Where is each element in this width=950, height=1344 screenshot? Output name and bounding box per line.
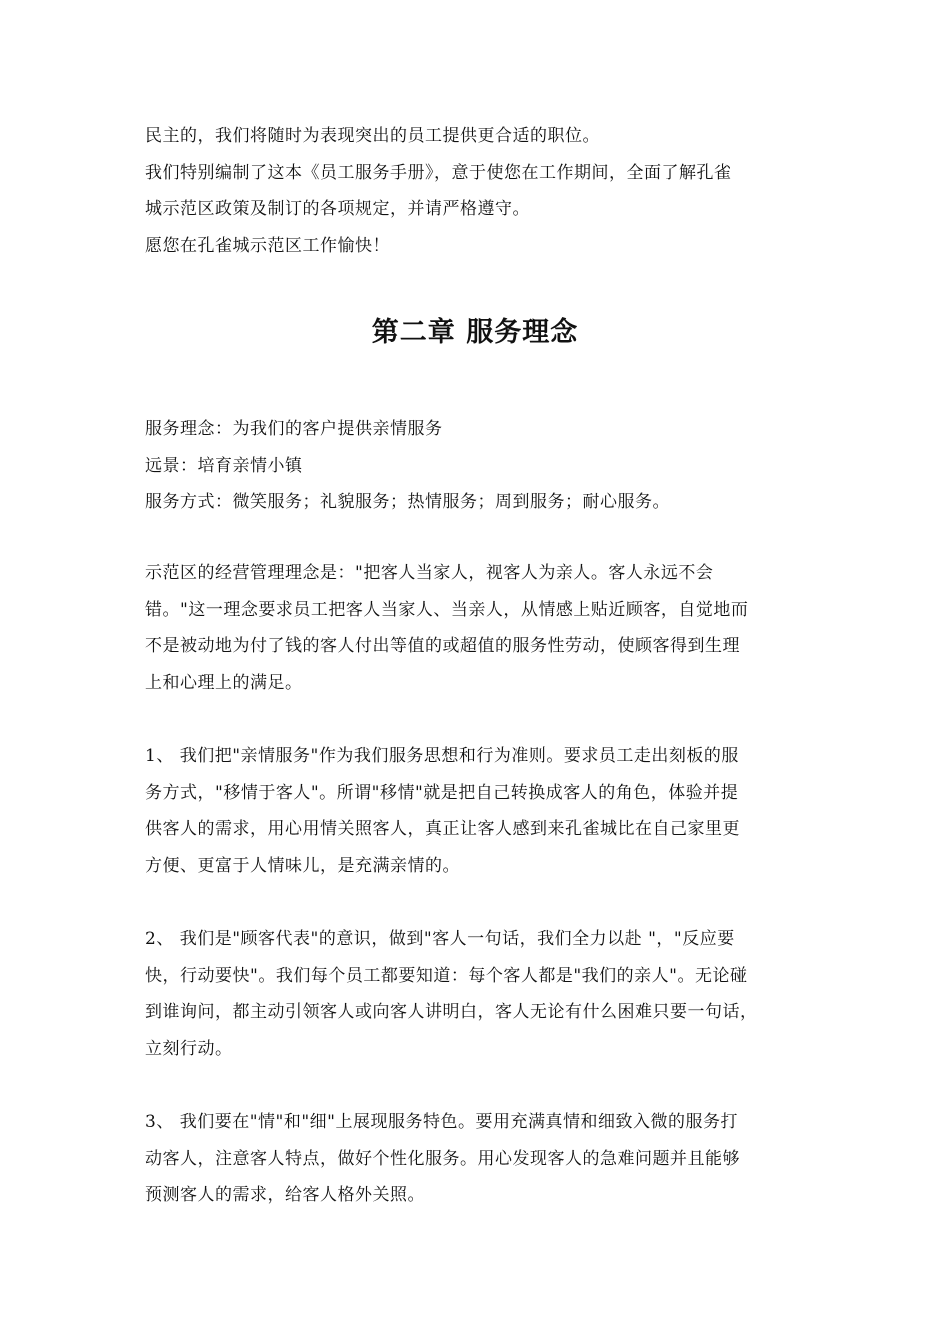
item-line: 方便、更富于人情味儿，是充满亲情的。 bbox=[145, 855, 460, 876]
intro-line: 愿您在孔雀城示范区工作愉快！ bbox=[145, 235, 390, 256]
intro-line: 我们特别编制了这本《员工服务手册》，意于使您在工作期间，全面了解孔雀 bbox=[145, 162, 732, 183]
item-2-paragraph bbox=[145, 921, 825, 1067]
intro-line: 城示范区政策及制订的各项规定，并请严格遵守。 bbox=[145, 199, 530, 219]
philosophy-line: 错。"这一理念要求员工把客人当家人、当亲人，从情感上贴近顾客，自觉地而 bbox=[145, 599, 749, 620]
item-line: 预测客人的需求，给客人格外关照。 bbox=[145, 1185, 425, 1205]
intro-paragraph bbox=[145, 118, 825, 264]
item-line: 动客人，注意客人特点，做好个性化服务。用心发现客人的急难问题并且能够 bbox=[145, 1148, 740, 1169]
philosophy-line: 示范区的经营管理理念是："把客人当家人，视客人为亲人。客人永远不会 bbox=[145, 563, 714, 583]
item-line: 供客人的需求，用心用情关照客人，真正让客人感到来孔雀城比在自己家里更 bbox=[145, 819, 740, 839]
principles-block bbox=[145, 411, 825, 521]
item-line: 务方式，"移情于客人"。所谓"移情"就是把自己转换成客人的角色，体验并提 bbox=[145, 782, 739, 803]
item-line: 快，行动要快"。我们每个员工都要知道：每个客人都是"我们的亲人"。无论碰 bbox=[145, 965, 748, 986]
philosophy-line: 上和心理上的满足。 bbox=[145, 672, 303, 693]
item-3-paragraph bbox=[145, 1104, 825, 1214]
item-line: 立刻行动。 bbox=[145, 1038, 233, 1059]
principle-line: 服务方式：微笑服务；礼貌服务；热情服务；周到服务；耐心服务。 bbox=[145, 492, 670, 512]
chapter-title: 第二章 服务理念 bbox=[371, 317, 579, 348]
item-1-paragraph bbox=[145, 738, 825, 884]
item-line: 1、 我们把"亲情服务"作为我们服务思想和行为准则。要求员工走出刻板的服 bbox=[145, 746, 739, 766]
item-line: 3、 我们要在"情"和"细"上展现服务特色。要用充满真情和细致入微的服务打 bbox=[145, 1112, 738, 1132]
principle-line: 服务理念：为我们的客户提供亲情服务 bbox=[145, 419, 443, 439]
philosophy-paragraph bbox=[145, 555, 825, 701]
item-line: 到谁询问，都主动引领客人或向客人讲明白，客人无论有什么困难只要一句话， bbox=[145, 1002, 758, 1022]
principle-line: 远景：培育亲情小镇 bbox=[145, 455, 303, 476]
item-line: 2、 我们是"顾客代表"的意识，做到"客人一句话，我们全力以赴 "，"反应要 bbox=[145, 929, 735, 949]
intro-line: 民主的，我们将随时为表现突出的员工提供更合适的职位。 bbox=[145, 126, 600, 146]
philosophy-line: 不是被动地为付了钱的客人付出等值的或超值的服务性劳动，使顾客得到生理 bbox=[145, 636, 740, 656]
